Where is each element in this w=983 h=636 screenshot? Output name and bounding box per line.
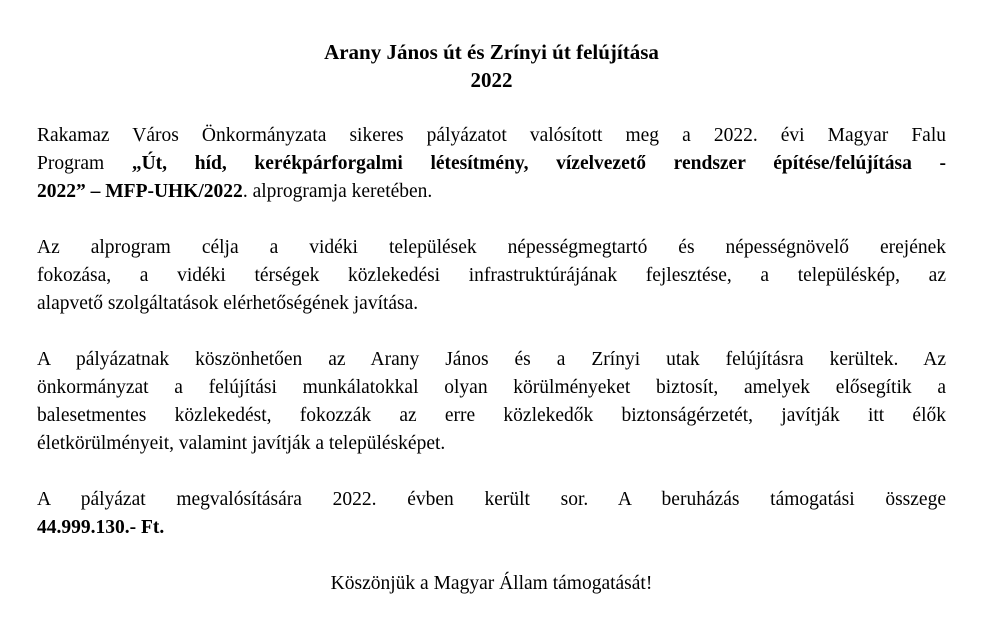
- paragraph-line: [37, 178, 946, 206]
- paragraph-line: [37, 402, 946, 430]
- paragraph-line: [37, 514, 946, 542]
- text-run: balesetmentes közlekedést, fokozzák az erre közlekedők biztonságérzetét, javítják itt élők: [37, 405, 946, 426]
- paragraph-line: [37, 290, 946, 318]
- text-run: Rakamaz Város Önkormányzata sikeres pályázatot valósított meg a 2022. évi Magyar Falu: [37, 125, 946, 146]
- text-run: A pályázatnak köszönhetően az Arany János és a Zrínyi utak felújításra kerültek. Az: [37, 349, 946, 370]
- document-title: [37, 38, 946, 94]
- paragraph-line: [37, 346, 946, 374]
- text-run: önkormányzat a felújítási munkálatokkal olyan körülményeket biztosít, amelyek elősegítik a: [37, 377, 946, 398]
- text-run: életkörülményeit, valamint javítják a településképet.: [37, 433, 446, 454]
- paragraph-line: [37, 122, 946, 150]
- paragraph-line: [37, 486, 946, 514]
- text-run-bold-amount: 44.999.130.- Ft.: [37, 517, 165, 538]
- document-title-line1: Arany János út és Zrínyi út felújítása: [324, 40, 659, 64]
- text-run-bold-program-name: „Út, híd, kerékpárforgalmi létesítmény, vízelvezető rendszer építése/felújítása -: [131, 153, 946, 174]
- paragraph-funding-amount: [37, 486, 946, 542]
- paragraph-line: [37, 374, 946, 402]
- text-run-bold-program-code: 2022” – MFP-UHK/2022: [37, 181, 243, 202]
- paragraph-line: [37, 430, 946, 458]
- document-title-line2: 2022: [470, 68, 513, 92]
- paragraph-program-goal: [37, 234, 946, 318]
- paragraph-renovation-result: [37, 346, 946, 458]
- paragraph-line: [37, 150, 946, 178]
- text-run: . alprogramja keretében.: [242, 181, 433, 202]
- text-run: Az alprogram célja a vidéki települések népességmegtartó és népességnövelő erejének: [37, 237, 946, 258]
- text-run: A pályázat megvalósítására 2022. évben került sor. A beruházás támogatási összege: [37, 489, 946, 510]
- paragraph-line: [37, 262, 946, 290]
- text-run: Program: [37, 153, 132, 174]
- paragraph-program-intro: [37, 122, 946, 206]
- text-run: fokozása, a vidéki térségek közlekedési infrastruktúrájának fejlesztése, a településkép, az: [37, 265, 946, 286]
- closing-thanks-line: Köszönjük a Magyar Állam támogatását!: [330, 573, 653, 594]
- paragraph-line: [37, 234, 946, 262]
- text-run: alapvető szolgáltatások elérhetőségének javítása.: [37, 293, 419, 314]
